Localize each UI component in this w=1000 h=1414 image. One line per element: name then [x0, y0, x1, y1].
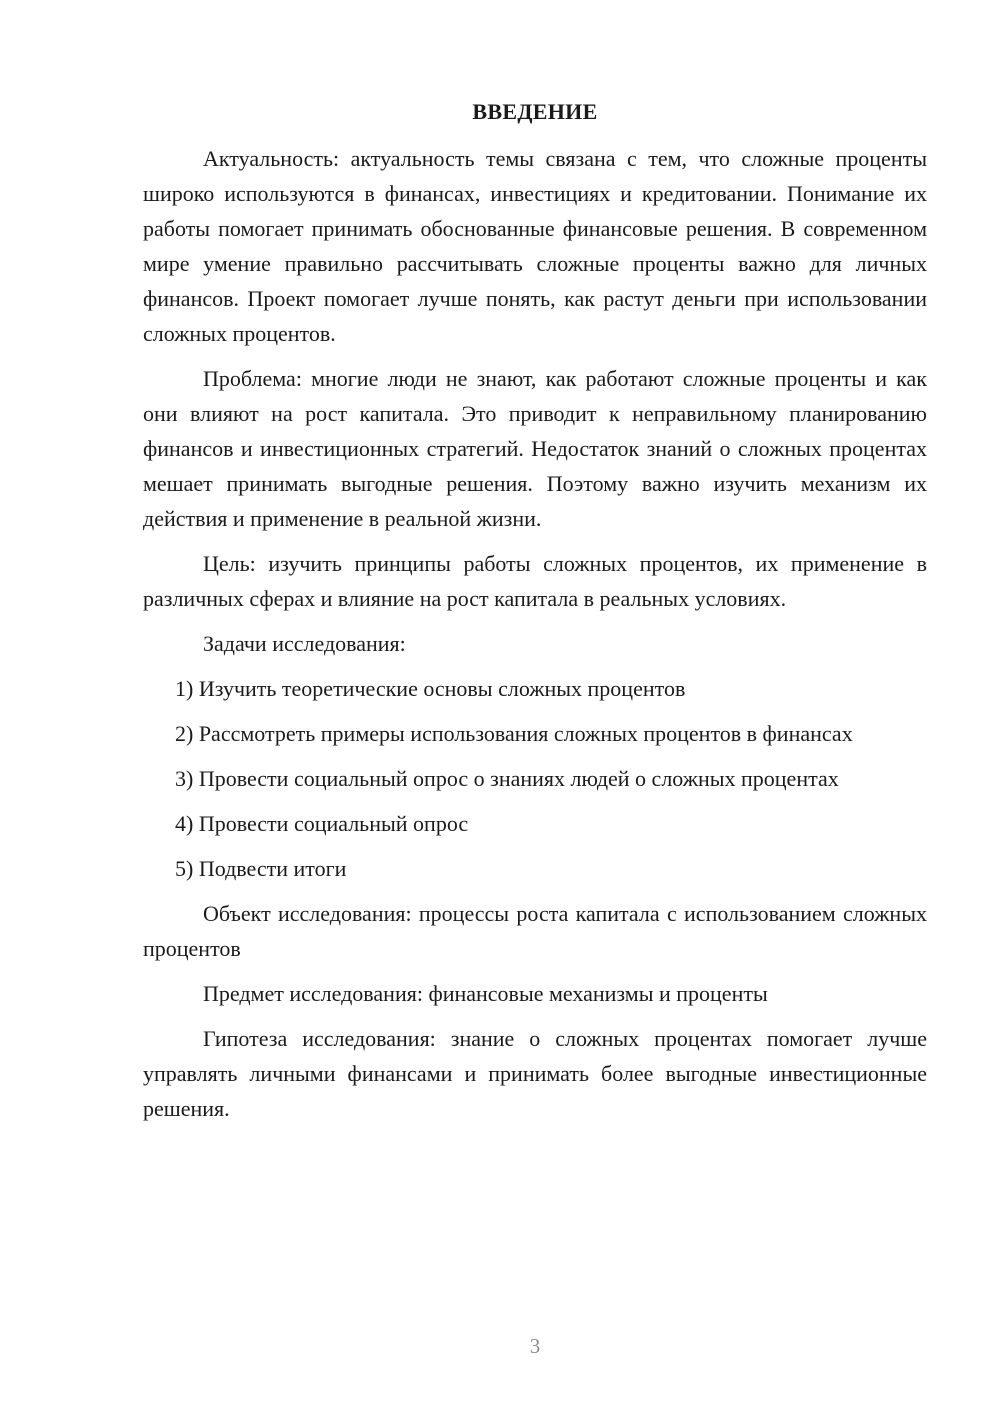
task-item: 3) Провести социальный опрос о знаниях людей о сложных процентах [175, 766, 839, 791]
page-number: 3 [529, 1334, 541, 1358]
task-item: 1) Изучить теоретические основы сложных процентов [175, 676, 686, 701]
hypothesis-paragraph: Гипотеза исследования: знание о сложных процентах помогает лучше управлять личными финансами и принимать более выгодные инвестиционные решения. [143, 1026, 927, 1121]
task-item: 2) Рассмотреть примеры использования сложных процентов в финансах [175, 721, 853, 746]
subject-paragraph: Предмет исследования: финансовые механизмы и проценты [203, 981, 768, 1006]
tasks-heading: Задачи исследования: [203, 631, 406, 656]
task-item: 5) Подвести итоги [175, 856, 347, 881]
page-content [143, 94, 927, 1136]
section-title: ВВЕДЕНИЕ [472, 99, 598, 124]
relevance-paragraph: Актуальность: актуальность темы связана с тем, что сложные проценты широко используются в финансах, инвестициях и кредитовании. Понимание их работы помогает принимать обоснованные финансовые решения. В современном мире умение правильно рассчитывать сложные проценты важно для личных финансов. Проект помогает лучше понять, как растут деньги при использовании сложных процентов. [143, 146, 927, 346]
task-item: 4) Провести социальный опрос [175, 811, 469, 836]
goal-paragraph: Цель: изучить принципы работы сложных процентов, их применение в различных сферах и влияние на рост капитала в реальных условиях. [143, 551, 927, 611]
object-paragraph: Объект исследования: процессы роста капитала с использованием сложных процентов [143, 901, 927, 961]
problem-paragraph: Проблема: многие люди не знают, как работают сложные проценты и как они влияют на рост капитала. Это приводит к неправильному планированию финансов и инвестиционных стратегий. Недостаток знаний о сложных процентах мешает принимать выгодные решения. Поэтому важно изучить механизм их действия и применение в реальной жизни. [143, 366, 927, 531]
